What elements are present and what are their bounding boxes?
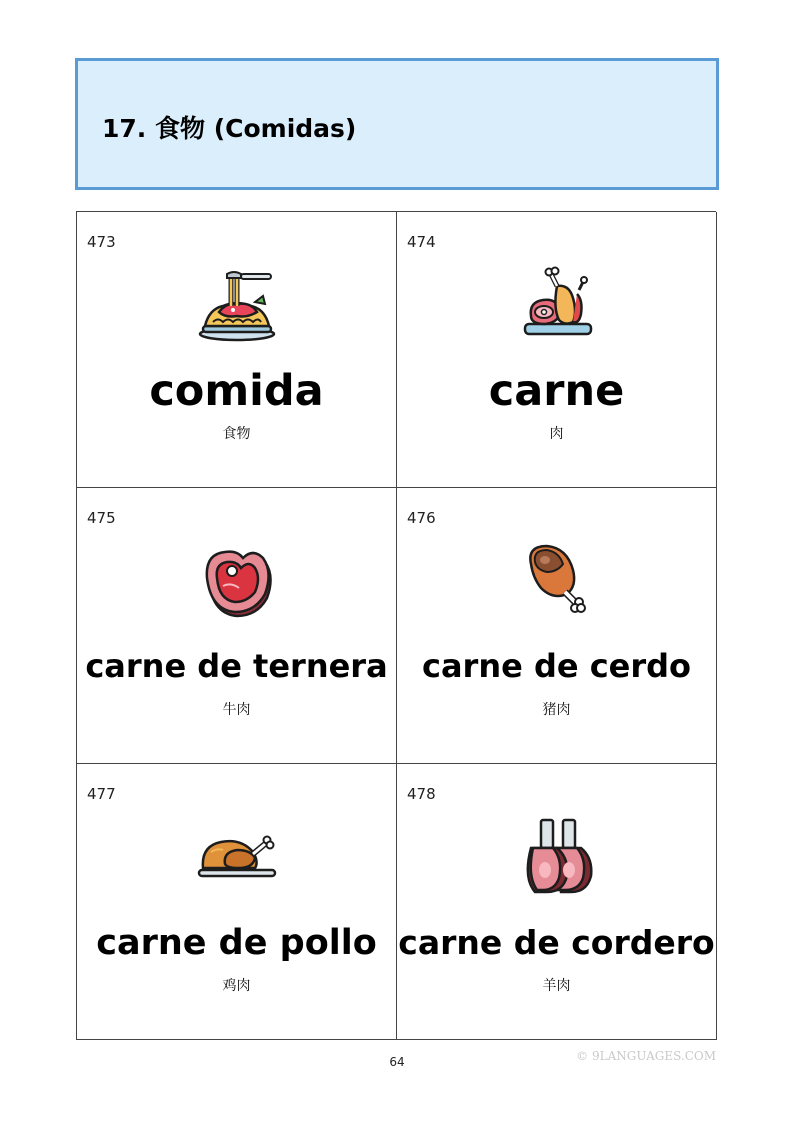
card-number: 476: [407, 509, 436, 527]
word-spanish: carne de pollo: [96, 923, 377, 963]
section-title: 17. 食物 (Comidas): [102, 114, 357, 143]
card-number: 478: [407, 785, 436, 803]
pasta-icon: [197, 264, 277, 344]
watermark: © 9LANGUAGES.COM: [576, 1049, 716, 1063]
card-number: 473: [87, 233, 116, 251]
word-translation: 肉: [549, 426, 564, 442]
vocab-card: [397, 764, 717, 1040]
vocab-card: [397, 488, 717, 764]
vocabulary-grid: [76, 211, 716, 1040]
word-translation: 食物: [222, 426, 251, 442]
page-number: 64: [389, 1055, 405, 1069]
meat-platter-icon: [517, 264, 597, 344]
lamb-chops-icon: [517, 818, 597, 898]
section-header: [75, 58, 719, 190]
card-number: 474: [407, 233, 436, 251]
ham-leg-icon: [517, 542, 597, 622]
word-spanish: carne de cordero: [398, 923, 715, 962]
card-number: 477: [87, 785, 116, 803]
beef-steak-icon: [197, 542, 277, 622]
word-spanish: carne de cerdo: [421, 647, 692, 685]
word-spanish: carne de ternera: [85, 647, 388, 685]
word-translation: 牛肉: [222, 702, 251, 718]
word-translation: 猪肉: [542, 702, 571, 718]
roast-chicken-icon: [197, 812, 277, 892]
vocab-card: [77, 764, 397, 1040]
word-translation: 鸡肉: [222, 978, 251, 994]
vocab-card: [397, 212, 717, 488]
card-number: 475: [87, 509, 116, 527]
vocab-card: [77, 212, 397, 488]
word-translation: 羊肉: [542, 978, 571, 994]
word-spanish: comida: [149, 366, 324, 416]
vocab-card: [77, 488, 397, 764]
word-spanish: carne: [488, 366, 625, 416]
